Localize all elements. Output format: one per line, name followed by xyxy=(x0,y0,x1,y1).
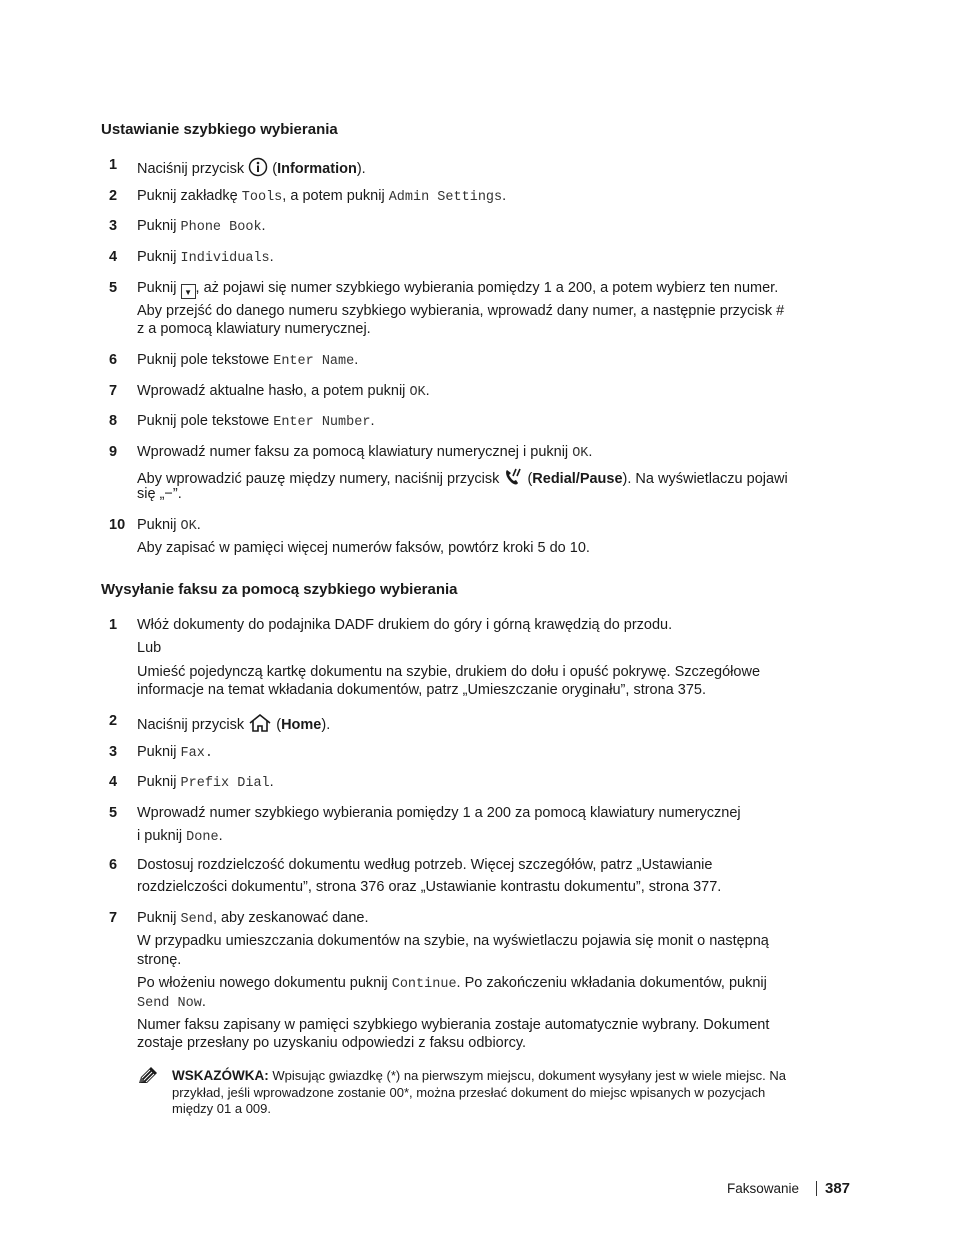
step-subtext xyxy=(137,994,206,1011)
ui-term: Prefix Dial xyxy=(180,776,270,791)
step-number: 5 xyxy=(109,280,118,296)
ui-term: OK xyxy=(180,519,197,534)
step-text: Dostosuj rozdzielczość dokumentu według potrzeb. Więcej szczegółów, patrz „Ustawianie xyxy=(137,857,713,873)
step-text-part: Puknij xyxy=(137,517,177,533)
step-subtext: się „−”. xyxy=(137,486,182,502)
step-text-part: Puknij xyxy=(137,218,177,234)
step-subtext: z a pomocą klawiatury numerycznej. xyxy=(137,321,371,337)
step-text-part: Po włożeniu nowego dokumentu puknij xyxy=(137,975,388,991)
page-number: 387 xyxy=(825,1180,851,1197)
step-text-part: Puknij pole tekstowe xyxy=(137,413,270,429)
step-subtext: informacje na temat wkładania dokumentów, patrz „Umieszczanie oryginału”, strona 375. xyxy=(137,682,706,698)
step-text xyxy=(137,249,274,266)
step-number: 3 xyxy=(109,218,118,234)
step-number: 1 xyxy=(109,157,118,173)
step-number: 8 xyxy=(109,413,118,429)
step-number: 4 xyxy=(109,249,118,265)
ui-term: Individuals xyxy=(180,251,270,266)
step-number: 7 xyxy=(109,383,118,399)
note-line: przykład, jeśli wprowadzone zostanie 00*, można przesłać dokument do miejsc wpisanych w pozycjach xyxy=(172,1085,766,1100)
button-name: Information xyxy=(277,161,357,177)
step-text xyxy=(137,352,358,369)
step-or: Lub xyxy=(137,640,162,656)
step-text-part: . xyxy=(425,383,430,399)
ui-term: OK xyxy=(409,385,426,400)
paren: ( xyxy=(276,717,282,733)
note-label: WSKAZÓWKA: xyxy=(172,1068,269,1083)
footer-divider xyxy=(816,1181,817,1196)
section-heading-send-fax-speed-dial: Wysyłanie faksu za pomocą szybkiego wybierania xyxy=(101,581,458,598)
redial-pause-icon xyxy=(503,467,523,487)
step-text xyxy=(137,774,274,791)
step-text-part: Puknij xyxy=(137,744,177,760)
step-text xyxy=(137,218,266,235)
step-text-part: Puknij xyxy=(137,280,177,296)
step-text xyxy=(137,413,374,430)
step-text-part: . xyxy=(269,249,274,265)
button-name: Home xyxy=(281,717,322,733)
paren: ( xyxy=(272,161,278,177)
step-text-part: Naciśnij przycisk xyxy=(137,717,245,733)
step-text xyxy=(137,713,330,733)
step-text-part: . xyxy=(269,774,274,790)
step-text-part: . xyxy=(218,828,223,844)
step-subtext xyxy=(137,828,223,845)
step-text: Wprowadź numer szybkiego wybierania pomiędzy 1 a 200 za pomocą klawiatury numerycznej xyxy=(137,805,741,821)
down-arrow-icon: ▼ xyxy=(181,284,196,299)
step-text-part: . Po zakończeniu wkładania dokumentów, puknij xyxy=(456,975,767,991)
step-subtext: Numer faksu zapisany w pamięci szybkiego wybierania zostaje automatycznie wybrany. Dokument xyxy=(137,1017,770,1033)
step-text-part: ). xyxy=(356,161,366,177)
step-text-part: Wprowadź aktualne hasło, a potem puknij xyxy=(137,383,406,399)
ui-term: Admin Settings xyxy=(388,190,503,205)
step-text xyxy=(137,157,366,177)
step-number: 6 xyxy=(109,857,118,873)
ui-term: Continue xyxy=(391,977,457,992)
step-text-part: Wprowadź numer faksu za pomocą klawiatury numerycznej i puknij xyxy=(137,444,569,460)
step-number: 6 xyxy=(109,352,118,368)
step-subtext: W przypadku umieszczania dokumentów na szybie, na wyświetlaczu pojawia się monit o następną xyxy=(137,933,769,949)
footer-section-name: Faksowanie xyxy=(727,1181,800,1196)
step-text-part: , aż pojawi się numer szybkiego wybierania pomiędzy 1 a 200, a potem wybierz ten numer. xyxy=(195,280,779,296)
step-number: 5 xyxy=(109,805,118,821)
step-text xyxy=(137,383,430,400)
note-pencil-icon xyxy=(137,1067,157,1085)
step-text xyxy=(137,188,506,205)
section-heading-speed-dial-setup: Ustawianie szybkiego wybierania xyxy=(101,121,338,138)
note-line xyxy=(172,1068,786,1083)
ui-term: Done xyxy=(186,830,219,845)
step-number: 4 xyxy=(109,774,118,790)
step-text xyxy=(137,910,369,927)
step-subtext: Umieść pojedynczą kartkę dokumentu na szybie, drukiem do dołu i opuść pokrywę. Szczegółowe xyxy=(137,664,761,680)
ui-term: Fax. xyxy=(180,746,213,761)
home-icon xyxy=(248,713,272,733)
step-number: 2 xyxy=(109,188,118,204)
step-text xyxy=(137,280,778,299)
note-line: między 01 a 009. xyxy=(172,1101,272,1116)
step-text-part: Puknij pole tekstowe xyxy=(137,352,270,368)
step-text-part: . xyxy=(261,218,266,234)
step-text-part: Puknij xyxy=(137,774,177,790)
info-icon xyxy=(248,157,268,177)
step-number: 9 xyxy=(109,444,118,460)
step-text-part: ). xyxy=(321,717,331,733)
step-text xyxy=(137,517,201,534)
ui-term: Tools xyxy=(241,190,283,205)
step-text-part: i puknij xyxy=(137,828,183,844)
step-number: 1 xyxy=(109,617,118,633)
ui-term: Phone Book xyxy=(180,220,262,235)
step-subtext: stronę. xyxy=(137,952,182,968)
step-subtext: rozdzielczości dokumentu”, strona 376 oraz „Ustawianie kontrastu dokumentu”, strona 377. xyxy=(137,879,722,895)
step-text-part: . xyxy=(354,352,359,368)
ui-term: Enter Number xyxy=(273,415,371,430)
paren: ( xyxy=(527,471,533,487)
step-number: 3 xyxy=(109,744,118,760)
step-text-part: Puknij xyxy=(137,249,177,265)
step-text-part: . xyxy=(588,444,593,460)
ui-term: OK xyxy=(572,446,589,461)
step-text-part: Puknij zakładkę xyxy=(137,188,238,204)
step-subtext: Aby przejść do danego numeru szybkiego wybierania, wprowadź dany numer, a następnie przycisk # xyxy=(137,303,785,319)
step-text-part: . xyxy=(370,413,375,429)
step-number: 2 xyxy=(109,713,118,729)
step-text-part: , a potem puknij xyxy=(282,188,385,204)
step-text xyxy=(137,444,592,461)
ui-term: Send xyxy=(180,912,213,927)
step-text-part: Puknij xyxy=(137,910,177,926)
step-text-part: ). Na wyświetlaczu pojawi xyxy=(622,471,788,487)
note-text: Wpisując gwiazdkę (*) na pierwszym miejscu, dokument wysyłany jest w wiele miejsc. Na xyxy=(272,1068,787,1083)
step-text-part: . xyxy=(502,188,507,204)
step-text: Włóż dokumenty do podajnika DADF drukiem do góry i górną krawędzią do przodu. xyxy=(137,617,673,633)
step-text-part: . xyxy=(196,517,201,533)
step-text xyxy=(137,744,213,761)
step-subtext xyxy=(137,975,767,992)
button-name: Redial/Pause xyxy=(532,471,623,487)
step-number: 10 xyxy=(109,517,126,533)
step-subtext: zostaje przesłany po uzyskaniu odpowiedzi z faksu odbiorcy. xyxy=(137,1035,527,1051)
step-text-part: , aby zeskanować dane. xyxy=(212,910,369,926)
ui-term: Enter Name xyxy=(273,354,355,369)
step-subtext: Aby zapisać w pamięci więcej numerów faksów, powtórz kroki 5 do 10. xyxy=(137,540,590,556)
step-text-part: . xyxy=(201,994,206,1010)
step-text-part: Aby wprowadzić pauzę między numery, naciśnij przycisk xyxy=(137,471,500,487)
step-subtext xyxy=(137,467,788,487)
ui-term: Send Now xyxy=(137,996,202,1011)
step-text-part: Naciśnij przycisk xyxy=(137,161,245,177)
step-number: 7 xyxy=(109,910,118,926)
